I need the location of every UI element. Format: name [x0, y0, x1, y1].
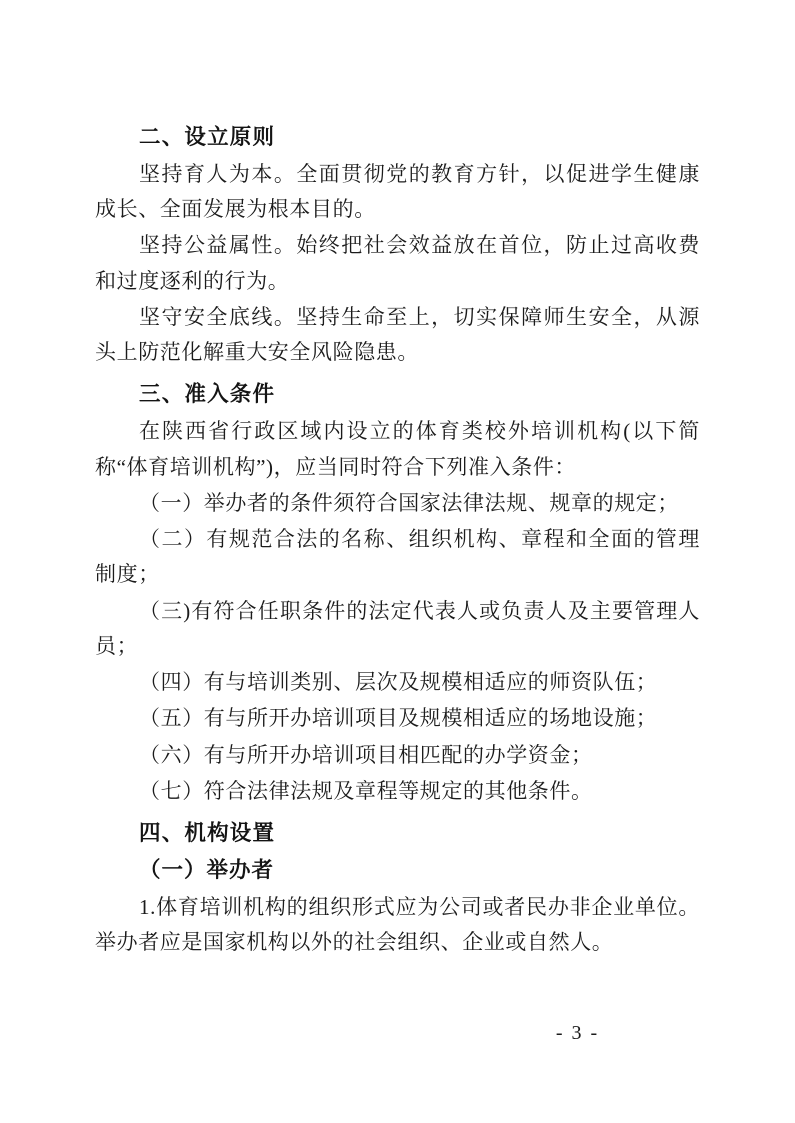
heading-section-two: 二、设立原则	[139, 125, 276, 149]
heading-section-four: 四、机构设置	[139, 821, 276, 846]
paragraph-organizer-1: 1.体育培训机构的组织形式应为公司或者民办非企业单位。举办者应是国家机构以外的社会组织、企业或自然人。	[95, 894, 700, 955]
heading-section-three: 三、准入条件	[139, 382, 276, 407]
paragraph-principle-3: 坚守安全底线。坚持生命至上，切实保障师生安全，从源头上防范化解重大安全风险隐患。	[95, 304, 700, 365]
list-item-condition-2: （二）有规范合法的名称、组织机构、章程和全面的管理制度；	[95, 527, 700, 587]
list-item-condition-1: （一）举办者的条件须符合国家法律法规、规章的规定；	[139, 490, 679, 515]
document-body	[95, 120, 700, 960]
list-item-condition-5: （五）有与所开办培训项目及规模相适应的场地设施；	[139, 706, 658, 731]
subheading-organizer: （一）举办者	[139, 858, 275, 882]
list-item-condition-4: （四）有与培训类别、层次及规模相适应的师资队伍；	[139, 670, 658, 695]
page-number: - 3 -	[555, 1022, 600, 1044]
paragraph-principle-1: 坚持育人为本。全面贯彻党的教育方针，以促进学生健康成长、全面发展为根本目的。	[95, 161, 700, 222]
paragraph-admission-intro: 在陕西省行政区域内设立的体育类校外培训机构(以下简称“体育培训机构”)，应当同时符合下列准入条件：	[95, 419, 700, 479]
paragraph-principle-2: 坚持公益属性。始终把社会效益放在首位，防止过高收费和过度逐利的行为。	[95, 233, 700, 293]
list-item-condition-3: （三)有符合任职条件的法定代表人或负责人及主要管理人员；	[95, 598, 700, 658]
list-item-condition-7: （七）符合法律法规及章程等规定的其他条件。	[139, 778, 593, 803]
list-item-condition-6: （六）有与所开办培训项目相匹配的办学资金；	[139, 742, 593, 767]
page-footer	[0, 1022, 795, 1045]
